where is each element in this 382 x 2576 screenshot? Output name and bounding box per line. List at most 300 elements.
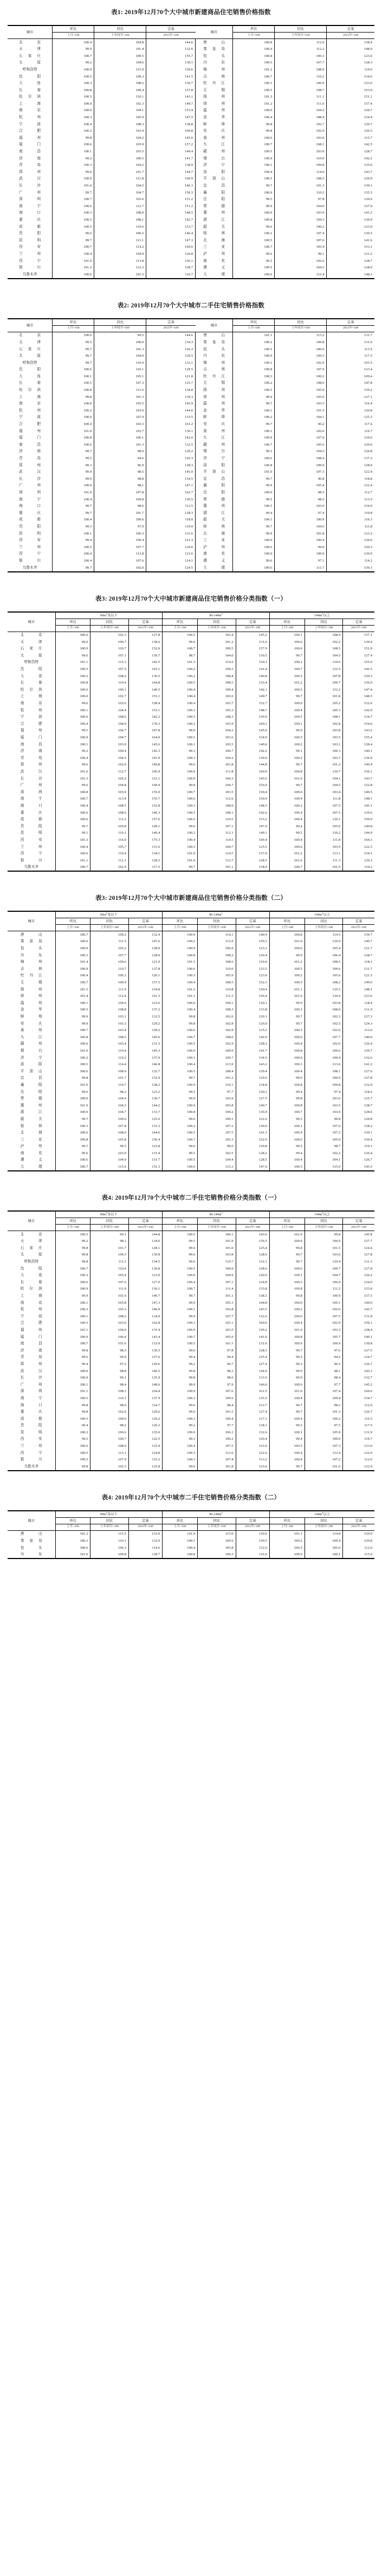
value-cell: 100.9 (233, 155, 275, 162)
header-fixed-unit: 2015年=100 (343, 1225, 374, 1231)
value-cell: 97.4 (305, 1089, 342, 1096)
value-cell: 100.1 (269, 1272, 305, 1279)
value-cell: 129.2 (128, 1020, 162, 1027)
table-row (8, 455, 374, 462)
header-mom-unit: 上月=100 (53, 325, 94, 332)
city-name-cell: 广州 (20, 783, 42, 788)
city-name-cell: 唐山 (196, 39, 233, 46)
value-cell: 100.6 (55, 816, 90, 823)
value-cell: 98.5 (94, 469, 146, 476)
header-group-90-144: $90-144m^2$ (163, 1211, 270, 1218)
value-cell: 110.2 (275, 73, 327, 80)
value-cell: 99.8 (55, 1245, 90, 1252)
value-cell: 131.6 (236, 639, 269, 646)
value-cell: 134.9 (128, 1313, 162, 1320)
city-name-cell: 赣州 (196, 149, 233, 156)
value-cell: 153.1 (128, 707, 162, 714)
value-cell: 100.1 (55, 741, 90, 748)
value-cell: 98.4 (198, 1402, 236, 1409)
value-cell: 102.9 (90, 864, 128, 872)
city-name-cell: 银川 (20, 1458, 42, 1462)
value-cell: 129.2 (146, 448, 196, 455)
value-cell: 98.8 (90, 1368, 128, 1375)
table-row (8, 1252, 374, 1259)
city-name-cell: 厦门 (19, 143, 41, 147)
value-cell: 126.8 (327, 448, 374, 455)
data-table (8, 1210, 374, 1471)
city-name-cell: 三亚 (196, 537, 233, 544)
value-cell: 104.0 (94, 353, 146, 360)
value-cell: 105.7 (305, 1334, 342, 1341)
value-cell: 164.4 (128, 1388, 162, 1395)
value-cell: 142.2 (128, 714, 162, 721)
value-cell: 100.7 (163, 1136, 198, 1143)
table-row (8, 1326, 374, 1334)
table-spacer (0, 1471, 382, 1485)
value-cell: 100.0 (94, 339, 146, 346)
value-cell: 155.0 (128, 789, 162, 796)
value-cell: 104.9 (198, 1272, 236, 1279)
header-yoy: 同比 (198, 918, 236, 925)
value-cell: 100.1 (55, 1000, 90, 1007)
table-row (8, 149, 374, 156)
value-cell: 150.4 (236, 986, 269, 993)
value-cell: 101.1 (55, 1326, 90, 1334)
value-cell: 143.7 (343, 775, 374, 782)
table-row (8, 564, 374, 572)
value-cell: 100.0 (275, 551, 327, 558)
value-cell: 99.5 (233, 496, 275, 503)
value-cell: 103.3 (94, 421, 146, 428)
city-name-cell: 石家庄 (19, 347, 41, 351)
table-title: 表3: 2019年12月70个大中城市新建商品住宅销售价格分类指数（一） (95, 595, 287, 602)
value-cell: 111.8 (327, 523, 374, 530)
city-name-cell: 郑州 (19, 463, 41, 467)
value-cell: 99.7 (55, 823, 90, 830)
value-cell: 99.9 (269, 1000, 305, 1007)
value-cell: 100.7 (53, 53, 94, 60)
value-cell: 100.1 (233, 407, 275, 414)
value-cell: 142.1 (236, 686, 269, 693)
table-row (8, 789, 374, 796)
value-cell: 108.9 (275, 66, 327, 73)
value-cell: 99.9 (53, 469, 94, 476)
value-cell: 100.7 (163, 646, 198, 653)
value-cell: 100.6 (55, 1279, 90, 1286)
value-cell: 108.4 (275, 114, 327, 121)
city-name-cell: 赣州 (196, 441, 233, 448)
value-cell: 126.5 (327, 128, 374, 135)
value-cell: 145.3 (128, 1047, 162, 1054)
table-row (8, 1341, 374, 1348)
value-cell: 100.5 (163, 1068, 198, 1075)
header-fixed-unit: 2015年=100 (146, 33, 196, 39)
value-cell: 105.2 (90, 945, 128, 952)
table-row (8, 782, 374, 789)
table-row (8, 223, 374, 230)
value-cell: 109.9 (198, 1047, 236, 1054)
value-cell: 107.5 (90, 666, 128, 673)
table-row (8, 100, 374, 107)
value-cell: 100.4 (269, 796, 305, 803)
value-cell: 136.9 (343, 755, 374, 762)
value-cell: 104.0 (198, 652, 236, 659)
value-cell: 104.9 (90, 720, 128, 727)
table-row (8, 441, 374, 448)
city-name-cell: 成都 (20, 1416, 42, 1421)
value-cell: 140.7 (128, 1292, 162, 1299)
city-name-cell: 武汉 (19, 177, 41, 181)
value-cell: 116.3 (327, 517, 374, 524)
value-cell: 99.7 (269, 1259, 305, 1266)
city-name-cell: 长春 (20, 681, 42, 685)
header-group-90-below: $90m^2$及以下 (55, 612, 163, 619)
city-name-cell: 南昌 (20, 1342, 42, 1346)
value-cell: 99.7 (269, 1013, 305, 1020)
table-row (8, 1143, 374, 1150)
value-cell: 108.6 (90, 809, 128, 816)
value-cell: 141.0 (128, 755, 162, 762)
value-cell: 100.0 (53, 401, 94, 408)
value-cell: 139.7 (343, 1047, 374, 1054)
value-cell: 104.2 (275, 107, 327, 114)
value-cell: 100.6 (163, 1027, 198, 1034)
value-cell: 100.1 (55, 1313, 90, 1320)
value-cell: 114.2 (94, 244, 146, 251)
value-cell: 118.0 (146, 517, 196, 524)
value-cell: 99.7 (53, 189, 94, 196)
value-cell: 153.0 (327, 87, 374, 94)
value-cell: 158.4 (128, 700, 162, 707)
table-row (8, 762, 374, 769)
value-cell: 111.8 (305, 836, 342, 843)
value-cell: 117.5 (128, 864, 162, 872)
value-cell: 142.2 (236, 748, 269, 755)
value-cell: 99.5 (53, 455, 94, 462)
value-cell: 126.3 (146, 346, 196, 353)
value-cell: 103.9 (90, 789, 128, 796)
value-cell: 106.4 (90, 1334, 128, 1341)
value-cell: 109.3 (198, 1551, 236, 1559)
value-cell: 100.2 (269, 973, 305, 980)
value-cell: 103.9 (94, 128, 146, 135)
value-cell: 100.4 (163, 980, 198, 987)
value-cell: 115.3 (198, 1164, 236, 1171)
value-cell: 134.4 (327, 114, 374, 121)
value-cell: 129.3 (343, 857, 374, 864)
city-name-cell: 兰州 (19, 252, 41, 256)
city-name-cell: 西安 (19, 245, 41, 249)
value-cell: 114.5 (198, 836, 236, 843)
table-row (8, 421, 374, 428)
header-yoy-unit: 上年同月=100 (198, 625, 236, 632)
value-cell: 160.8 (146, 128, 196, 135)
value-cell: 123.2 (128, 1089, 162, 1096)
value-cell: 117.5 (343, 1422, 374, 1429)
value-cell: 101.2 (198, 1075, 236, 1082)
value-cell: 132.6 (146, 46, 196, 53)
value-cell: 136.5 (128, 673, 162, 680)
city-name-cell: 银川 (20, 858, 42, 862)
value-cell: 129.9 (327, 176, 374, 183)
city-name-cell: 石家庄 (20, 1246, 42, 1250)
city-name-cell: 惠州 (196, 210, 233, 217)
value-cell: 107.3 (305, 1443, 342, 1450)
value-cell: 146.4 (146, 230, 196, 237)
value-cell: 99.3 (53, 462, 94, 469)
value-cell: 129.2 (236, 1326, 269, 1334)
city-name-cell: 包头 (196, 53, 233, 60)
value-cell: 115.9 (343, 1551, 374, 1559)
value-cell: 105.4 (275, 244, 327, 251)
value-cell: 129.9 (343, 1530, 374, 1537)
value-cell: 105.0 (275, 387, 327, 394)
value-cell: 103.3 (305, 1326, 342, 1334)
header-city: 城市 (8, 911, 55, 931)
table-row (8, 346, 374, 353)
value-cell: 139.1 (343, 1130, 374, 1137)
value-cell: 99.7 (233, 401, 275, 408)
value-cell: 100.1 (163, 1054, 198, 1061)
value-cell: 101.2 (163, 986, 198, 993)
value-cell: 100.5 (55, 1007, 90, 1014)
value-cell: 113.1 (305, 851, 342, 858)
value-cell: 99.9 (163, 1313, 198, 1320)
value-cell: 99.5 (53, 339, 94, 346)
value-cell: 105.7 (90, 843, 128, 851)
value-cell: 100.8 (53, 435, 94, 442)
value-cell: 129.2 (327, 387, 374, 394)
value-cell: 100.1 (55, 1381, 90, 1388)
table-row (8, 720, 374, 727)
value-cell: 99.7 (269, 1252, 305, 1259)
value-cell: 102.7 (275, 121, 327, 128)
value-cell: 99.1 (269, 748, 305, 755)
header-fixed: 定基 (236, 619, 269, 625)
value-cell: 105.4 (275, 482, 327, 490)
value-cell: 99.9 (275, 544, 327, 551)
value-cell: 112.6 (343, 1457, 374, 1464)
city-name-cell: 蚌埠 (196, 121, 233, 128)
value-cell: 100.5 (163, 632, 198, 639)
value-cell: 98.2 (90, 1089, 128, 1096)
value-cell: 100.3 (163, 1450, 198, 1457)
city-name-cell: 沈阳 (20, 667, 42, 672)
value-cell: 130.8 (128, 1265, 162, 1272)
value-cell: 102.9 (305, 1320, 342, 1327)
city-name-cell: 徐州 (196, 100, 233, 107)
value-cell: 141.4 (236, 666, 269, 673)
value-cell: 100.1 (233, 517, 275, 524)
value-cell: 101.1 (55, 857, 90, 864)
value-cell: 103.4 (90, 1041, 128, 1048)
city-name-cell: 福州 (20, 1328, 42, 1332)
value-cell: 100.8 (55, 1136, 90, 1143)
value-cell: 100.6 (55, 809, 90, 816)
table-row (8, 414, 374, 421)
value-cell: 141.2 (343, 1061, 374, 1068)
value-cell: 100.5 (163, 816, 198, 823)
value-cell: 99.2 (55, 748, 90, 755)
value-cell: 100.4 (198, 1415, 236, 1422)
value-cell: 100.0 (233, 537, 275, 544)
value-cell: 128.0 (128, 945, 162, 952)
value-cell: 144.8 (128, 680, 162, 687)
table-row (8, 727, 374, 735)
value-cell: 138.4 (327, 39, 374, 46)
value-cell: 101.3 (233, 94, 275, 101)
table-row (8, 428, 374, 435)
value-cell: 125.9 (128, 1443, 162, 1450)
header-mom-unit: 上月=100 (163, 625, 198, 632)
value-cell: 151.3 (128, 1164, 162, 1171)
value-cell: 133.8 (236, 1286, 269, 1293)
city-name-cell: 西安 (19, 538, 41, 543)
value-cell: 99.5 (269, 1116, 305, 1123)
value-cell: 99.9 (233, 530, 275, 537)
city-name-cell: 宜昌 (196, 475, 233, 482)
city-name-cell: 长春 (19, 381, 41, 385)
value-cell: 112.0 (343, 1402, 374, 1409)
value-cell: 100.4 (233, 169, 275, 176)
value-cell: 94.2 (305, 1354, 342, 1361)
table-row (8, 652, 374, 659)
city-name-cell: 重庆 (19, 511, 41, 515)
value-cell: 144.9 (343, 830, 374, 837)
table-row (8, 680, 374, 687)
value-cell: 100.4 (53, 121, 94, 128)
value-cell: 100.5 (163, 1041, 198, 1048)
city-name-cell: 北海 (196, 237, 233, 244)
value-cell: 109.3 (198, 666, 236, 673)
header-mom-unit: 上月=100 (55, 1225, 90, 1231)
value-cell: 100.0 (269, 1381, 305, 1388)
header-yoy-unit: 上年同月=100 (305, 1524, 342, 1530)
value-cell: 160.9 (236, 768, 269, 775)
value-cell: 147.8 (327, 380, 374, 387)
value-cell: 107.5 (305, 802, 342, 809)
value-cell: 137.3 (327, 455, 374, 462)
value-cell: 128.1 (128, 1245, 162, 1252)
value-cell: 129.8 (343, 1538, 374, 1545)
value-cell: 109.4 (94, 87, 146, 94)
city-name-cell: 乌鲁木齐 (8, 271, 53, 279)
value-cell: 101.0 (269, 1231, 305, 1238)
value-cell: 101.0 (53, 428, 94, 435)
value-cell: 114.0 (275, 169, 327, 176)
table-row (8, 686, 374, 693)
table-row (8, 94, 374, 101)
table-row (8, 1000, 374, 1007)
value-cell: 109.4 (305, 1538, 342, 1545)
table-row (8, 523, 374, 530)
value-cell: 141.7 (146, 155, 196, 162)
value-cell: 107.6 (198, 1388, 236, 1395)
value-cell: 99.5 (55, 727, 90, 735)
value-cell: 150.4 (343, 1136, 374, 1143)
value-cell: 128.9 (327, 265, 374, 272)
table-row (8, 768, 374, 775)
value-cell: 100.3 (163, 1457, 198, 1464)
value-cell: 124.7 (343, 1354, 374, 1361)
value-cell: 99.2 (55, 1238, 90, 1245)
value-cell: 111.1 (275, 94, 327, 101)
table-row (8, 394, 374, 401)
value-cell: 144.6 (128, 1130, 162, 1137)
value-cell: 99.8 (233, 121, 275, 128)
value-cell: 130.8 (343, 1341, 374, 1348)
value-cell: 114.8 (305, 1530, 342, 1537)
city-name-cell: 武汉 (19, 470, 41, 474)
city-name-cell: 锦州 (196, 66, 233, 73)
header-mom: 环比 (163, 619, 198, 625)
value-cell: 149.7 (146, 100, 196, 107)
value-cell: 133.5 (146, 414, 196, 421)
value-cell: 133.5 (236, 965, 269, 973)
value-cell: 99.4 (269, 823, 305, 830)
table-row (8, 462, 374, 469)
value-cell: 132.6 (343, 1054, 374, 1061)
city-name-cell: 泉州 (196, 428, 233, 435)
value-cell: 97.9 (198, 1381, 236, 1388)
value-cell: 100.2 (233, 414, 275, 421)
city-name-cell: 杭州 (20, 1308, 42, 1312)
city-name-cell: 兰州 (19, 545, 41, 549)
value-cell: 100.0 (269, 1054, 305, 1061)
value-cell: 142.3 (128, 748, 162, 755)
value-cell: 128.2 (236, 1041, 269, 1048)
value-cell: 107.4 (305, 1388, 342, 1395)
table-row (8, 1450, 374, 1457)
table-row (8, 551, 374, 558)
value-cell: 130.5 (236, 1538, 269, 1545)
value-cell: 148.5 (236, 802, 269, 809)
value-cell: 100.0 (269, 1313, 305, 1320)
value-cell: 108.5 (305, 959, 342, 966)
value-cell: 156.3 (146, 189, 196, 196)
value-cell: 122.4 (327, 482, 374, 490)
city-name-cell: 洛阳 (196, 462, 233, 469)
value-cell: 101.0 (233, 469, 275, 476)
city-name-cell: 南昌 (20, 742, 42, 746)
value-cell: 100.2 (55, 1429, 90, 1436)
value-cell: 105.2 (90, 775, 128, 782)
value-cell: 100.7 (233, 73, 275, 80)
value-cell: 130.9 (327, 216, 374, 223)
value-cell: 108.1 (90, 1388, 128, 1395)
value-cell: 100.0 (163, 1000, 198, 1007)
value-cell: 116.5 (343, 1415, 374, 1422)
value-cell: 100.5 (233, 265, 275, 272)
value-cell: 147.5 (146, 114, 196, 121)
city-name-cell: 湛江 (196, 510, 233, 517)
value-cell: 100.4 (90, 748, 128, 755)
value-cell: 100.3 (305, 748, 342, 755)
city-name-cell: 哈尔滨 (19, 388, 41, 392)
value-cell: 139.9 (236, 714, 269, 721)
value-cell: 161.3 (128, 993, 162, 1000)
value-cell: 131.6 (128, 843, 162, 851)
value-cell: 107.3 (275, 469, 327, 476)
header-fixed: 定基 (236, 1517, 269, 1524)
value-cell: 136.5 (146, 496, 196, 503)
value-cell: 100.5 (163, 1231, 198, 1238)
table-title: 表2: 2019年12月70个大中城市二手住宅销售价格指数 (117, 302, 265, 309)
value-cell: 99.7 (163, 1075, 198, 1082)
value-cell: 110.2 (275, 189, 327, 196)
value-cell: 121.2 (327, 250, 374, 257)
table-row (8, 639, 374, 646)
